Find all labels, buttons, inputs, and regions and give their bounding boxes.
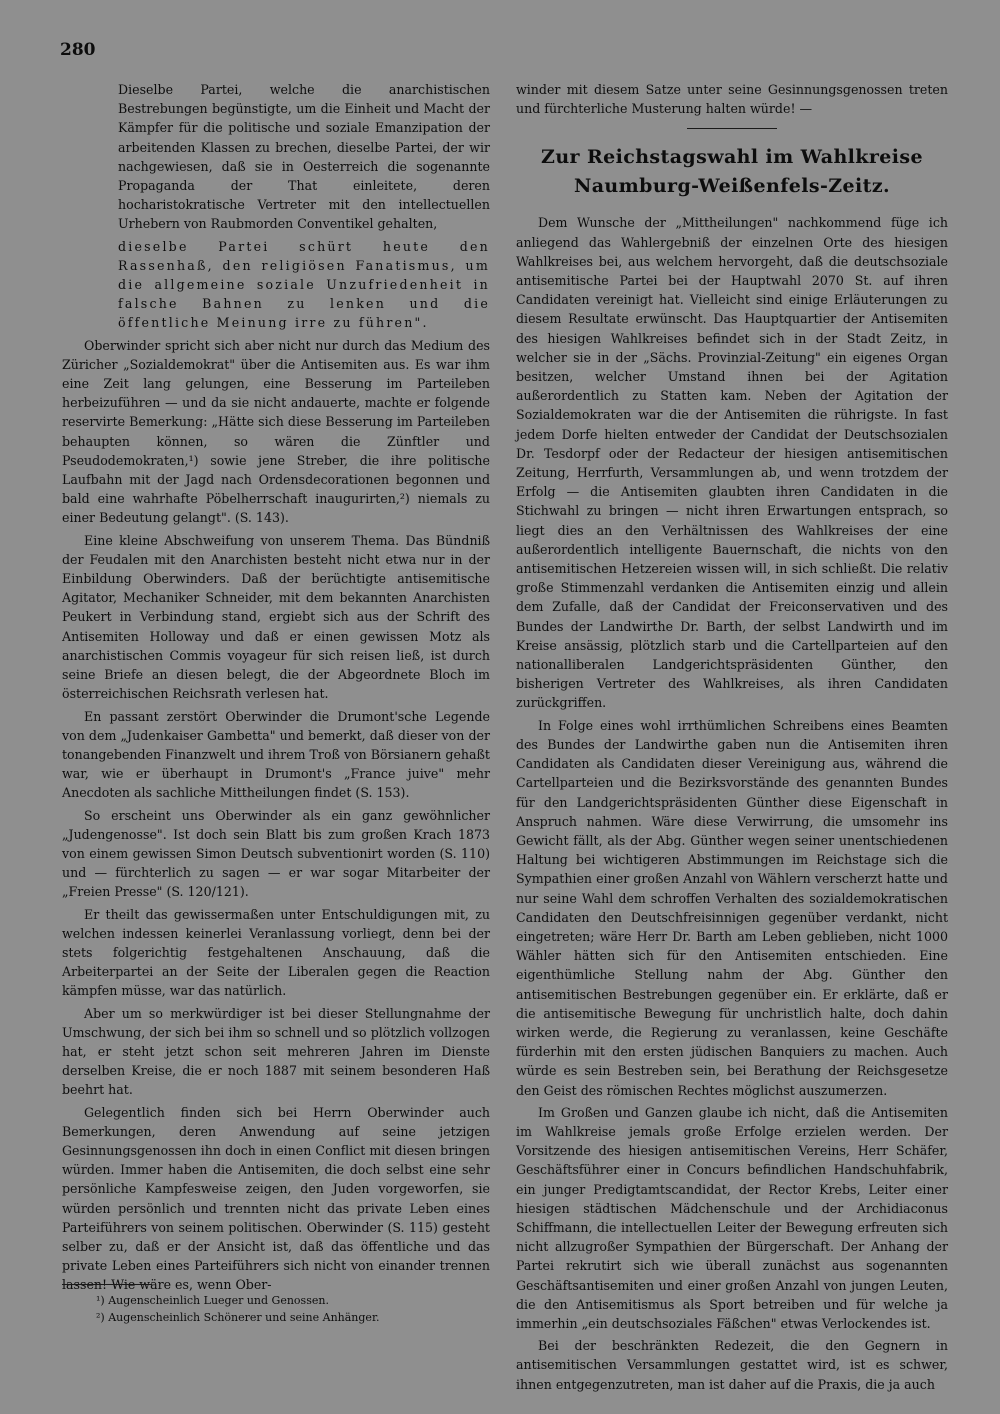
section-divider <box>687 128 777 129</box>
left-column <box>62 80 490 1300</box>
paragraph: Dem Wunsche der „Mittheilungen" nachkommend füge ich anliegend das Wahlergebniß der einzelnen Orte des hiesigen Wahlkreises bei, aus welchem hervorgeht, daß die deutschsoziale antisemitische Partei bei der Hauptwahl 2070 St. auf ihren Candidaten vereinigt hat. Vielleicht sind einige Erläuterungen zu diesem Resultate erwünscht. Das Hauptquartier der Antisemiten des hiesigen Wahlkreises befindet sich in der Stadt Zeitz, in welcher sie in der „Sächs. Provinzial-Zeitung" ein eigenes Organ besitzen, welcher Umstand ihnen bei der Agitation außerordentlich zu Statten kam. Neben der Agitation der Sozialdemokraten war die der Antisemiten die rührigste. In fast jedem Dorfe hielten entweder der Candidat der Deutschsozialen Dr. Tesdorpf oder der Redacteur der hiesigen antisemitischen Zeitung, Herrfurth, Versammlungen ab, und wenn trotzdem der Erfolg — die Antisemiten glaubten ihren Candidaten in die Stichwahl zu bringen — nicht ihren Erwartungen entsprach, so liegt dies an den Verhältnissen des Wahlkreises der eine außerordentlich intelligente Bauernschaft, die nichts von den antisemitischen Hetzereien wissen will, in sich schließt. Die relativ große Stimmenzahl verdanken die Antisemiten einzig und allein dem Zufalle, daß der Candidat der Freiconservativen und des Bundes der Landwirthe Dr. Barth, der selbst Landwirth und im Kreise ansässig, plötzlich starb und die Cartellparteien auf den nationalliberalen Landgerichtspräsidenten Günther, den bisherigen Vertreter des Wahlkreises, als ihren Candidaten zurückgriffen. <box>516 215 948 711</box>
paragraph: In Folge eines wohl irrthümlichen Schreibens eines Beamten des Bundes der Landwirthe gaben nun die Antisemiten ihren Candidaten als Candidaten dieser Vereinigung aus, während die Cartellparteien und die Bezirksvorstände des genannten Bundes für den Landgerichtspräsidenten Günther diese Eigenschaft in Anspruch nahmen. Wäre diese Verwirrung, die umsomehr ins Gewicht fällt, als der Abg. Günther wegen seiner unentschiedenen Haltung bei wichtigeren Abstimmungen im Reichstage sich die Sympathien einer großen Anzahl von Wählern verscherzt hatte und nur seine Wahl dem schroffen Verhalten des sozialdemokratischen Candidaten den Deutschfreisinnigen gegenüber verdankt, nicht eingetreten; wäre Herr Dr. Barth am Leben geblieben, nicht 1000 Wähler hätten sich für den Antisemiten entschieden. Eine eigenthümliche Stellung nahm der Abg. Günther den antisemitischen Bestrebungen gegenüber ein. Er erklärte, daß er die antisemitische Bewegung für unchristlich halte, doch dahin wirken werde, die Regierung zu veranlassen, keine Geschäfte fürderhin mit den ersten jüdischen Banquiers zu machen. Auch würde es sein Bestreben sein, bei Berathung der Reichsgesetze den Geist des römischen Rechtes möglichst auszumerzen. <box>516 717 948 1098</box>
paragraph: Dieselbe Partei, welche die anarchistischen Bestrebungen begünstigte, um die Einheit und Macht der Kämpfer für die politische und soziale Emanzipation der arbeitenden Klassen zu brechen, dieselbe Partei, der wir nachgewiesen, daß sie in Oesterreich die sogenannte Propaganda der That einleitete, deren hocharistokratische Vertreter mit den intellectuellen Urhebern von Raubmorden Conventikel gehalten, <box>118 82 490 232</box>
paragraph: winder mit diesem Satze unter seine Gesinnungsgenossen treten und fürchterliche Musterung halten würde! — <box>516 82 948 117</box>
paragraph: Im Großen und Ganzen glaube ich nicht, daß die Antisemiten im Wahlkreise jemals große Erfolge erzielen werden. Der Vorsitzende des hiesigen antisemitischen Vereins, Herr Schäfer, Geschäftsführer einer in Concurs befindlichen Handschuhfabrik, ein junger Predigtamtscandidat, der Rector Krebs, Leiter einer hiesigen städtischen Mädchenschule und der Archidiaconus Schiffmann, die intellectuellen Leiter der Bewegung erfreuten sich nicht allzugroßer Sympathien der Bürgerschaft. Der Anhang der Partei rekrutirt sich wie überall zunächst aus sogenannten Geschäftsantisemiten und einer großen Anzahl von jungen Leuten, die den Antisemitismus als Sport betreiben und für welche ja immerhin „ein deutschsoziales Fäßchen" etwas Verlockendes ist. <box>516 1104 948 1331</box>
right-column <box>516 80 948 1392</box>
paragraph: Eine kleine Abschweifung von unserem Thema. Das Bündniß der Feudalen mit den Anarchisten besteht nicht etwa nur in der Einbildung Oberwinders. Daß der berüchtigte antisemitische Agitator, Mechaniker Schneider, mit dem bekannten Anarchisten Peukert in Verbindung stand, ergiebt sich aus der Schrift des Antisemiten Holloway und daß er einen gewissen Motz als anarchistischen Commis voyageur für sich reisen ließ, ist durch seine Briefe an diesen belegt, die der Abgeordnete Bloch im österreichischen Reichsrath verlesen hat. <box>62 532 490 702</box>
paragraph: Er theilt das gewissermaßen unter Entschuldigungen mit, zu welchen indessen keinerlei Veranlassung vorliegt, denn bei der stets folgerichtig festgehaltenen Anschauung, daß die Arbeiterpartei an der Seite der Liberalen gegen die Reaction kämpfen müsse, war das natürlich. <box>62 906 490 999</box>
paragraph: dieselbe Partei schürt heute den Rassenhaß, den religiösen Fanatismus, um die allgemeine soziale Unzufriedenheit in falsche Bahnen zu lenken und die öffentliche Meinung irre zu führen". <box>118 238 490 331</box>
paragraph: En passant zerstört Oberwinder die Drumont'sche Legende von dem „Judenkaiser Gambetta" und bemerkt, daß dieser von der tonangebenden Finanzwelt und ihrem Troß von Börsianern gehaßt war, wie er überhaupt in Drumont's „France juive" mehr Anecdoten als sachliche Mittheilungen findet (S. 153). <box>62 708 490 801</box>
paragraph: So erscheint uns Oberwinder als ein ganz gewöhnlicher „Judengenosse". Ist doch sein Blatt bis zum großen Krach 1873 von einem gewissen Simon Deutsch subventionirt worden (S. 110) und — fürchterlich zu sagen — er war sogar Mitarbeiter der „Freien Presse" (S. 120/121). <box>62 807 490 900</box>
article-heading: Zur Reichstagswahl im Wahlkreise Naumburg-Weißenfels-Zeitz. <box>541 146 923 198</box>
paragraph: Aber um so merkwürdiger ist bei dieser Stellungnahme der Umschwung, der sich bei ihm so schnell und so plötzlich vollzogen hat, er steht jetzt schon seit mehreren Jahren im Dienste derselben Kreise, die er noch 1887 mit seinem besonderen Haß beehrt hat. <box>62 1005 490 1098</box>
page-number: 280 <box>60 40 96 60</box>
paragraph: Bei der beschränkten Redezeit, die den Gegnern in antisemitischen Versammlungen gestattet wird, ist es schwer, ihnen entgegenzutreten, man ist daher auf die Praxis, die ja auch <box>516 1338 948 1392</box>
footnote: ¹) Augenscheinlich Lueger und Genossen. <box>96 1294 329 1307</box>
footnote: ²) Augenscheinlich Schönerer und seine Anhänger. <box>96 1311 380 1324</box>
footnote-divider <box>62 1284 152 1285</box>
paragraph: Gelegentlich finden sich bei Herrn Oberwinder auch Bemerkungen, deren Anwendung auf seine jetzigen Gesinnungsgenossen ihn doch in einen Conflict mit diesen bringen würden. Immer haben die Antisemiten, die doch selbst eine sehr persönliche Kampfesweise zeigen, den Juden vorgeworfen, sie würden persönlich und trennten nicht das private Leben eines Parteiführers von seinem politischen. Oberwinder (S. 115) gesteht selber zu, daß er der Ansicht ist, daß das öffentliche und das private Leben eines Parteiführers sich nicht von einander trennen lassen! Wie wäre es, wenn Ober- <box>62 1104 490 1293</box>
paragraph: Oberwinder spricht sich aber nicht nur durch das Medium des Züricher „Sozialdemokrat" über die Antisemiten aus. Es war ihm eine Zeit lang gelungen, eine Besserung im Parteileben herbeizuführen — und da sie nicht andauerte, machte er folgende reservirte Bemerkung: „Hätte sich diese Besserung im Parteileben behaupten können, so wären die Zünftler und Pseudodemokraten,¹) sowie jene Streber, die ihre politische Laufbahn mit der Jagd nach Ordensdecorationen begonnen und bald eine wahrhafte Pöbelherrschaft inaugurirten,²) niemals zu einer Bedeutung gelangt". (S. 143). <box>62 337 490 526</box>
footnotes <box>96 1292 490 1326</box>
